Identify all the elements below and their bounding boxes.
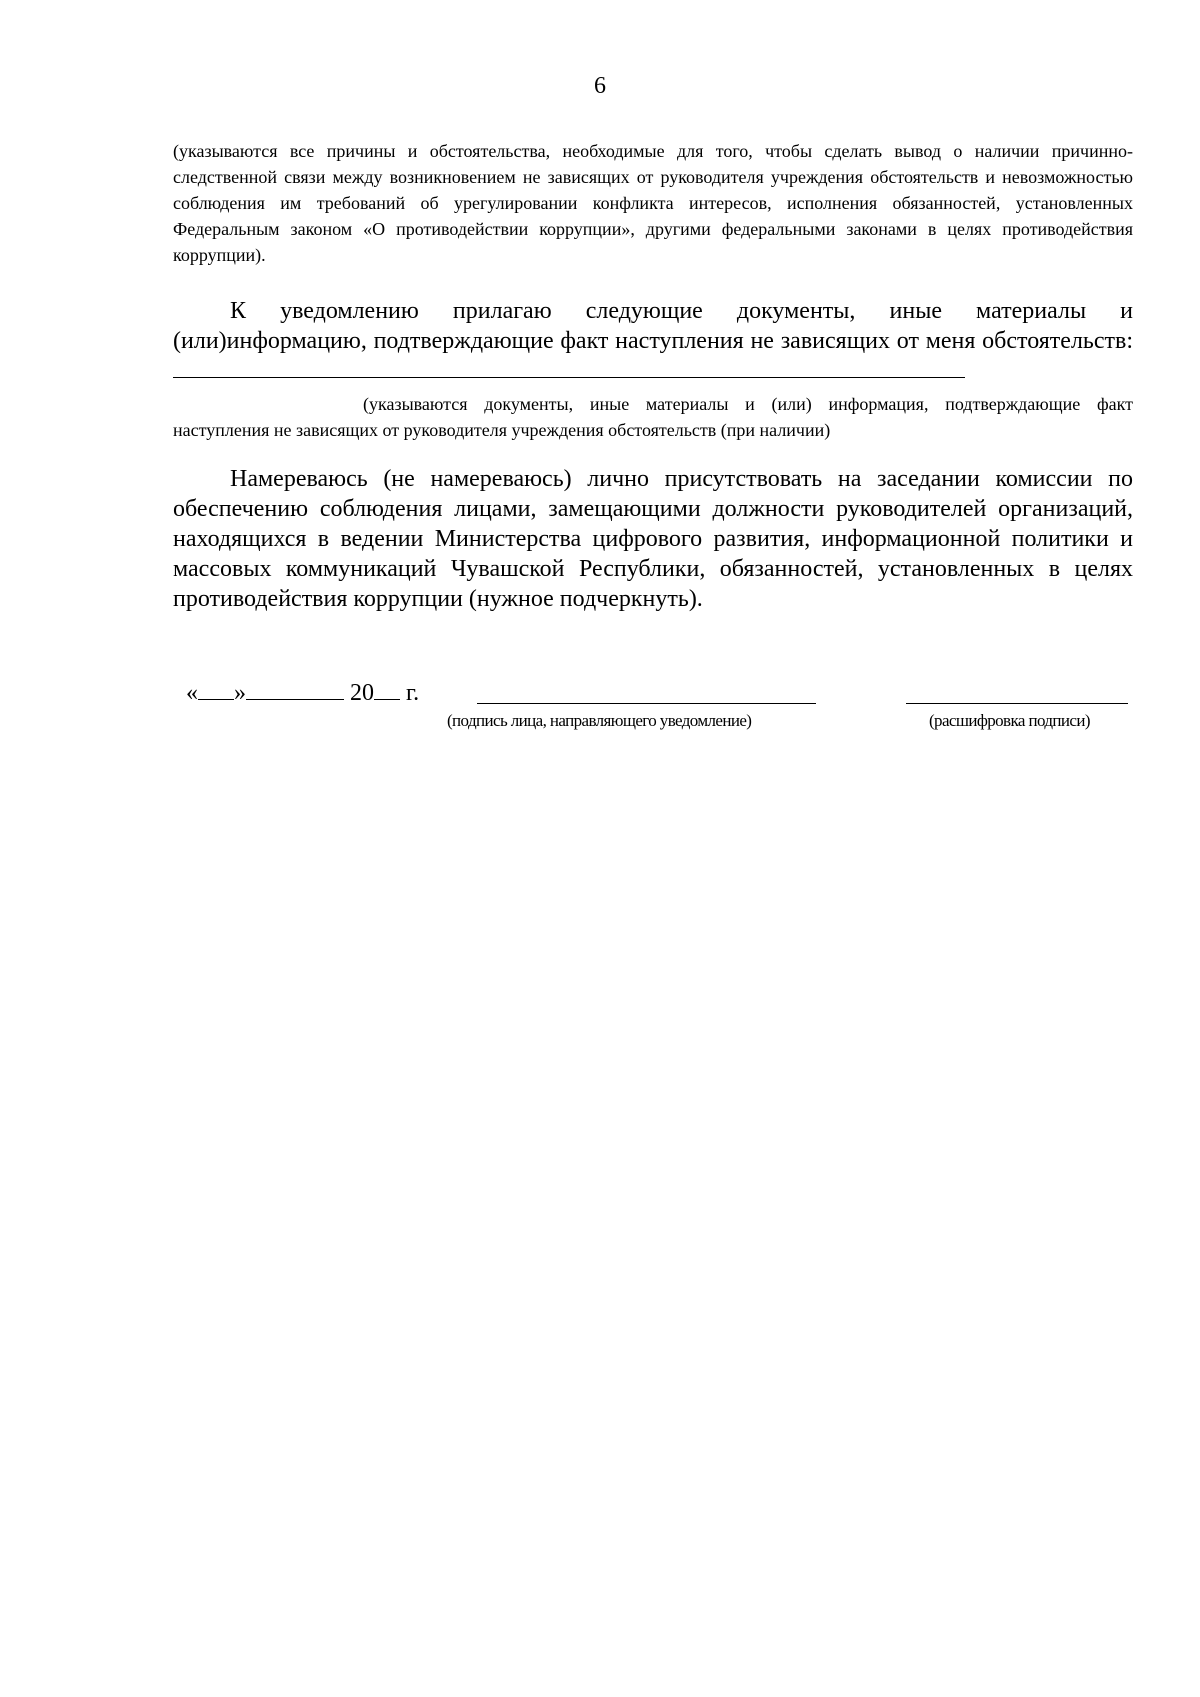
year-suffix: г. [400,680,420,706]
month-blank [246,677,344,700]
causes-note: (указываются все причины и обстоятельства, необходимые для того, чтобы сделать вывод о наличии причинно-следственной связи между возникновением не зависящих от руководителя учреждения обстоятельств и невозможностью соблюдения им требований об урегулировании конфликта интересов, исполнения обязанностей, установленных Федеральным законом «О противодействии коррупции», другими федеральными законами в целях противодействия коррупции). [173,141,1133,265]
year-prefix: 20 [350,680,374,706]
page-number: 6 [594,73,606,99]
attachments-note: (указываются документы, иные материалы и (или) информация, подтверждающие факт наступления не зависящих от руководителя учреждения обстоятельств (при наличии) [173,394,1133,440]
signature-decode-line [906,703,1128,704]
attachments-fill-line [173,357,965,378]
date-row [186,677,419,708]
signature-decode-caption: (расшифровка подписи) [929,711,1090,730]
date-close-quote: » [234,680,246,706]
signature-caption: (подпись лица, направляющего уведомление) [447,711,752,730]
attachments-paragraph [173,296,1133,386]
attachments-text: К уведомлению прилагаю следующие документы, иные материалы и (или)информацию, подтверждающие факт наступления не зависящих от меня обстоятельств: [173,298,1133,354]
intention-paragraph: Намереваюсь (не намереваюсь) лично присутствовать на заседании комиссии по обеспечению соблюдения лицами, замещающими должности руководителей организаций, находящихся в ведении Министерства цифрового развития, информационной политики и массовых коммуникаций Чувашской Республики, обязанностей, установленных в целях противодействия коррупции (нужное подчеркнуть). [173,466,1133,612]
signature-line [477,703,816,704]
date-open-quote: « [186,680,198,706]
day-blank [198,677,234,700]
year-blank [374,677,400,700]
